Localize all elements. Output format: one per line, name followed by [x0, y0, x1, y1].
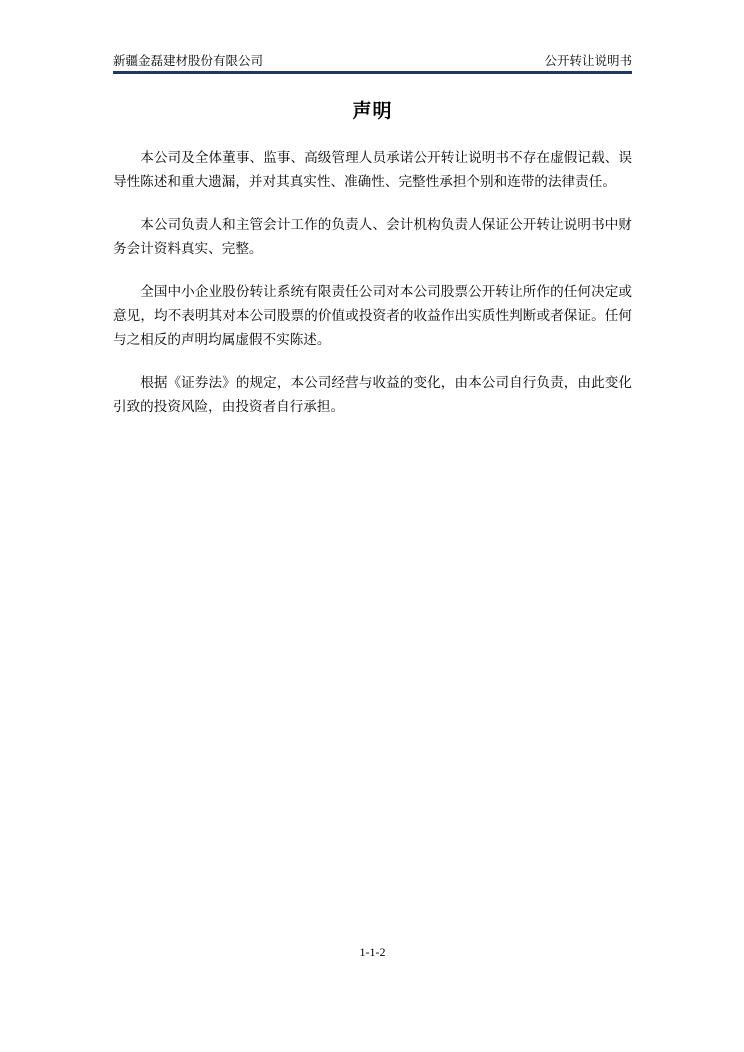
declaration-body: [113, 146, 632, 438]
paragraph-2: 本公司负责人和主管会计工作的负责人、会计机构负责人保证公开转让说明书中财务会计资料真实、完整。: [113, 217, 632, 257]
header-rule: [113, 71, 632, 74]
header-document-title: 公开转让说明书: [544, 53, 632, 68]
page-title: 声明: [352, 100, 393, 122]
paragraph-1: 本公司及全体董事、监事、高级管理人员承诺公开转让说明书不存在虚假记载、误导性陈述和重大遗漏，并对其真实性、准确性、完整性承担个别和连带的法律责任。: [113, 150, 632, 190]
paragraph-4: 根据《证券法》的规定，本公司经营与收益的变化，由本公司自行负责，由此变化引致的投资风险，由投资者自行承担。: [113, 375, 632, 415]
header-company-name: 新疆金磊建材股份有限公司: [113, 53, 264, 68]
paragraph-3: 全国中小企业股份转让系统有限责任公司对本公司股票公开转让所作的任何决定或意见，均不表明其对本公司股票的价值或投资者的收益作出实质性判断或者保证。任何与之相反的声明均属虚假不实陈述。: [113, 284, 632, 348]
page-number: 1-1-2: [359, 945, 386, 959]
page-header: [113, 52, 632, 70]
